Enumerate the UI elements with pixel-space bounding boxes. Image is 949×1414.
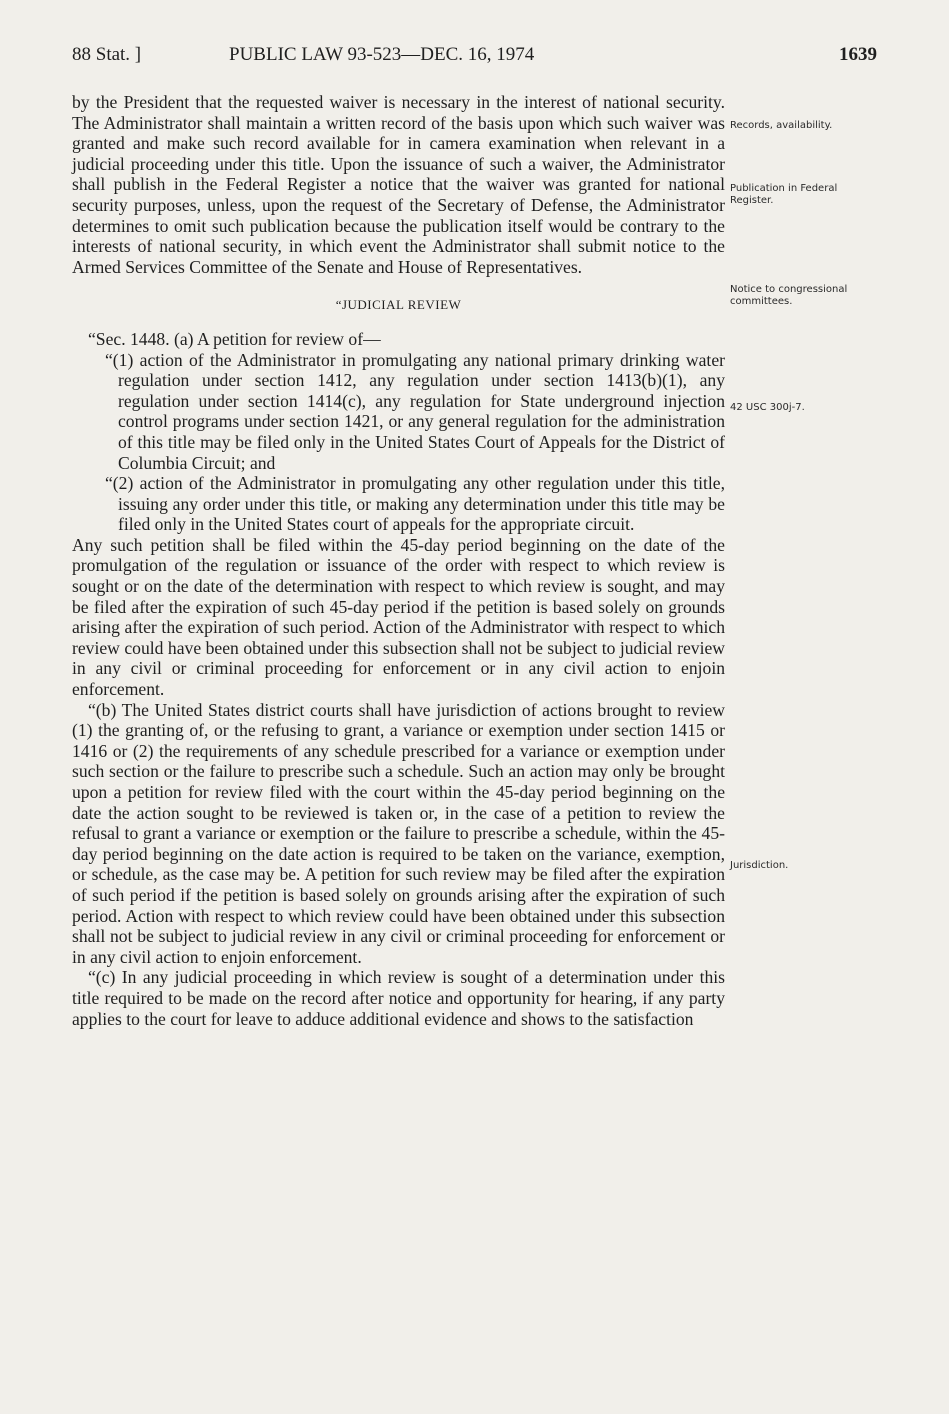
list-item-1: “(1) action of the Administrator in promulgating any national primary drinking water regulation under section 1412, any regulation under section 1413(b)(1), any regulation under section 1414(c), any regulation for State underground injection control programs under section 1421, or any general regulation for the administration of this title may be filed only in the United States Court of Appeals for the District of Columbia Circuit; and <box>105 349 725 473</box>
page-number: 1639 <box>839 44 877 65</box>
paragraph-b-jurisdiction: “(b) The United States district courts shall have jurisdiction of actions brought to review (1) the granting of, or the refusing to grant, a variance or exemption under section 1415 or 1416 or (2) the requirements of any schedule prescribed for a variance or exemption under such section or the failure to prescribe such a schedule. Such an action may only be brought upon a petition for review filed with the court within the 45-day period beginning on the date the action sought to be reviewed is taken or, in the case of a petition to review the refusal to grant a variance or exemption or the failure to prescribe a schedule, within the 45-day period beginning on the date action is required to be taken on the variance, exemption, or schedule, as the case may be. A petition for such review may be filed after the expiration of such period if the petition is based solely on grounds arising after the expiration of such period. Action with respect to which review could have been obtained under this subsection shall not be subject to judicial review in any civil or criminal proceeding for enforcement or in any civil action to enjoin enforcement. <box>72 699 725 967</box>
margin-note-records: Records, availability. <box>730 120 833 131</box>
margin-note-notice: Notice to congressional committees. <box>730 284 848 307</box>
margin-note-usc-citation: 42 USC 300j-7. <box>730 402 805 413</box>
paragraph-waiver: by the President that the requested waiver is necessary in the interest of national security. The Administrator shall maintain a written record of the basis upon which such waiver was granted and make such record available for in camera examination when relevant in a judicial proceeding under this title. Upon the issuance of such a waiver, the Administrator shall publish in the Federal Register a notice that the waiver was granted for national security purposes, unless, upon the request of the Secretary of Defense, the Administrator determines to omit such publication because the publication itself would be contrary to the interests of national security, in which event the Administrator shall submit notice to the Armed Services Committee of the Senate and House of Representatives. <box>72 92 725 277</box>
statute-volume: 88 Stat. ] <box>72 44 142 65</box>
list-item-2: “(2) action of the Administrator in promulgating any other regulation under this title, issuing any order under this title, or making any determination under this title may be filed only in the United States court of appeals for the appropriate circuit. <box>105 473 725 535</box>
paragraph-c-evidence: “(c) In any judicial proceeding in which review is sought of a determination under this title required to be made on the record after notice and opportunity for hearing, if any party applies to the court for leave to adduce additional evidence and shows to the satisfaction <box>72 967 725 1029</box>
section-1448-intro: “Sec. 1448. (a) A petition for review of— <box>88 328 381 349</box>
margin-note-jurisdiction: Jurisdiction. <box>730 860 789 871</box>
main-text <box>72 92 725 1029</box>
page-header <box>72 44 877 74</box>
public-law-title: PUBLIC LAW 93-523—DEC. 16, 1974 <box>229 44 535 65</box>
margin-note-publication: Publication in Federal Register. <box>730 183 838 206</box>
paragraph-petition-filing: Any such petition shall be filed within the 45-day period beginning on the date of the promulgation of the regulation or issuance of the order with respect to which review is sought or on the date of the determination with respect to which review is sought, and may be filed after the expiration of such 45-day period if the petition is based solely on grounds arising after the expiration of such period. Action of the Administrator with respect to which review could have been obtained under this subsection shall not be subject to judicial review in any civil or criminal proceeding for enforcement or in any civil action to enjoin enforcement. <box>72 534 725 700</box>
section-heading: “JUDICIAL REVIEW <box>335 297 462 313</box>
